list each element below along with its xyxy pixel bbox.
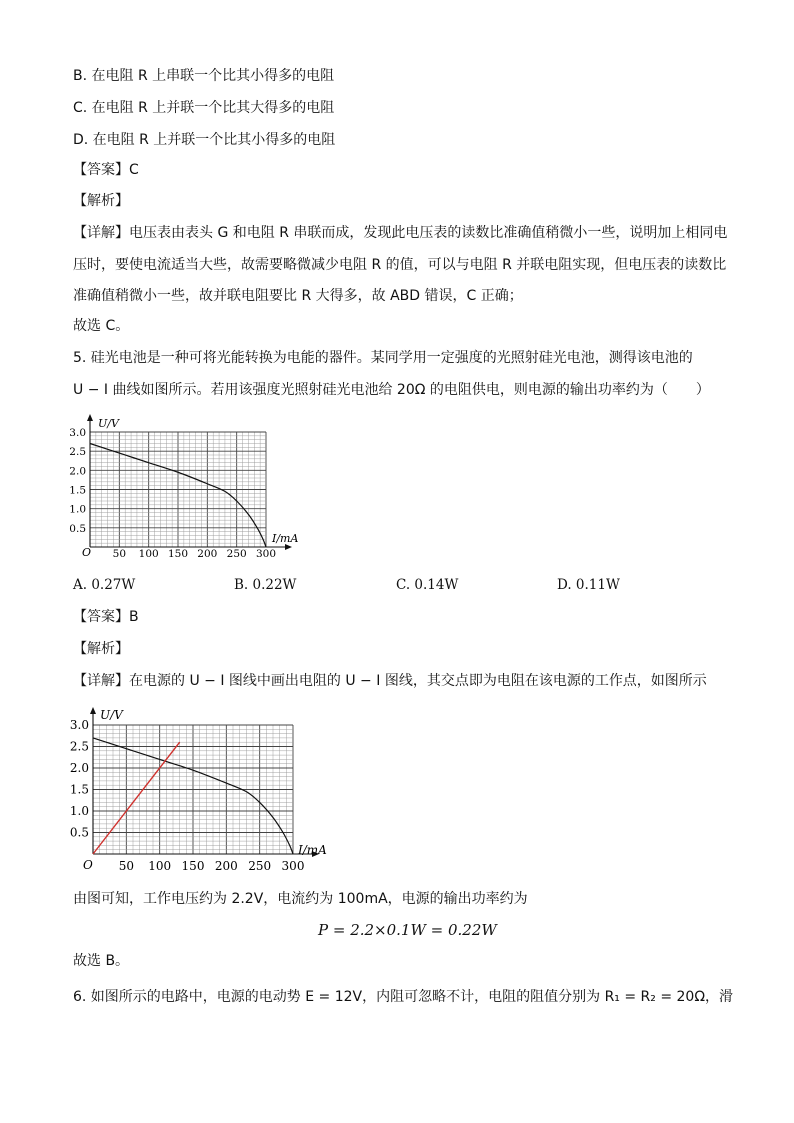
graph-1-grid [90, 432, 266, 547]
y-tick-label: 2.5 [69, 446, 86, 459]
q5-option-c: C. 0.14W [396, 577, 459, 593]
q4-answer: 【答案】C [73, 162, 139, 178]
q5-detail: 【详解】在电源的 U − I 图线中画出电阻的 U − I 图线，其交点即为电阻在该电源的工作点，如图所示 [73, 673, 707, 689]
graph-1-y-ticks [69, 427, 86, 535]
graph-2-x-ticks [119, 859, 305, 873]
y-tick-label: 3.0 [69, 427, 86, 439]
graph-2-y-ticks [70, 718, 89, 840]
option-d: D. 在电阻 R 上并联一个比其小得多的电阻 [73, 132, 336, 148]
graph-1-x-ticks [113, 548, 276, 560]
q5-stem-line-1: 5. 硅光电池是一种可将光能转换为电能的器件。某同学用一定强度的光照射硅光电池，测得该电池的 [73, 350, 693, 366]
q5-option-a: A. 0.27W [73, 577, 136, 593]
q4-analysis-heading: 【解析】 [73, 193, 129, 209]
x-tick-label: 250 [226, 548, 247, 560]
q5-option-d: D. 0.11W [557, 577, 620, 593]
ui-graph-1 [66, 412, 306, 562]
option-b: B. 在电阻 R 上串联一个比其小得多的电阻 [73, 68, 335, 84]
y-tick-label: 0.5 [69, 522, 86, 535]
y-tick-label: 1.0 [69, 804, 89, 818]
y-tick-label: 1.5 [69, 484, 86, 497]
x-tick-label: 100 [138, 548, 159, 560]
y-tick-label: 2.0 [69, 761, 89, 775]
y-tick-label: 2.0 [69, 465, 86, 478]
q5-power-formula: P = 2.2×0.1W = 0.22W [318, 921, 497, 939]
x-tick-label: 150 [181, 859, 205, 873]
q5-stem-line-2: U − I 曲线如图所示。若用该强度光照射硅光电池给 20Ω 的电阻供电，则电源的输出功率约为（ ） [73, 382, 710, 398]
q4-detail-line-1: 【详解】电压表由表头 G 和电阻 R 串联而成，发现此电压表的读数比准确值稍微小一些，说明加上相同电 [73, 225, 728, 241]
graph-1-y-axis-label: U/V [98, 417, 119, 430]
graph-2-grid [93, 725, 293, 854]
x-tick-label: 200 [197, 548, 218, 560]
graph-1-origin: O [82, 546, 92, 559]
option-c: C. 在电阻 R 上并联一个比其大得多的电阻 [73, 100, 335, 116]
x-tick-label: 300 [281, 859, 305, 873]
x-tick-label: 50 [112, 548, 127, 560]
q5-option-b: B. 0.22W [234, 577, 297, 593]
q5-conclusion: 故选 B。 [73, 953, 130, 969]
x-tick-label: 300 [255, 548, 277, 560]
graph-2-y-axis-label: U/V [100, 708, 123, 722]
q6-stem-line-1: 6. 如图所示的电路中，电源的电动势 E = 12V，内阻可忽略不计，电阻的阻值分别为 R₁ = R₂ = 20Ω，滑 [73, 989, 734, 1005]
x-tick-label: 100 [148, 859, 172, 873]
q5-analysis-heading: 【解析】 [73, 641, 129, 657]
x-tick-label: 250 [248, 859, 272, 873]
y-tick-label: 0.5 [69, 825, 89, 840]
y-axis-arrow [90, 707, 96, 714]
y-tick-label: 1.0 [69, 503, 86, 516]
y-tick-label: 3.0 [69, 718, 89, 732]
graph-2-x-axis-label: I/mA [298, 843, 327, 857]
x-tick-label: 200 [214, 859, 238, 873]
q4-detail-line-3: 准确值稍微小一些，故并联电阻要比 R 大得多，故 ABD 错误，C 正确； [73, 288, 523, 304]
graph-1-x-axis-label: I/mA [272, 532, 299, 545]
graph-2-origin: O [83, 858, 93, 872]
q4-detail-line-2: 压时，要使电流适当大些，故需要略微减少电阻 R 的值，可以与电阻 R 并联电阻实现，但电压表的读数比 [73, 257, 727, 273]
ui-graph-2 [66, 703, 336, 875]
y-axis-arrow [87, 414, 93, 421]
y-tick-label: 1.5 [69, 782, 89, 797]
x-tick-label: 50 [118, 859, 134, 873]
q5-answer: 【答案】B [73, 609, 139, 625]
x-tick-label: 150 [167, 548, 189, 560]
q4-conclusion: 故选 C。 [73, 318, 130, 334]
y-tick-label: 2.5 [69, 739, 89, 754]
q5-result-text: 由图可知，工作电压约为 2.2V，电流约为 100mA，电源的输出功率约为 [73, 891, 528, 907]
